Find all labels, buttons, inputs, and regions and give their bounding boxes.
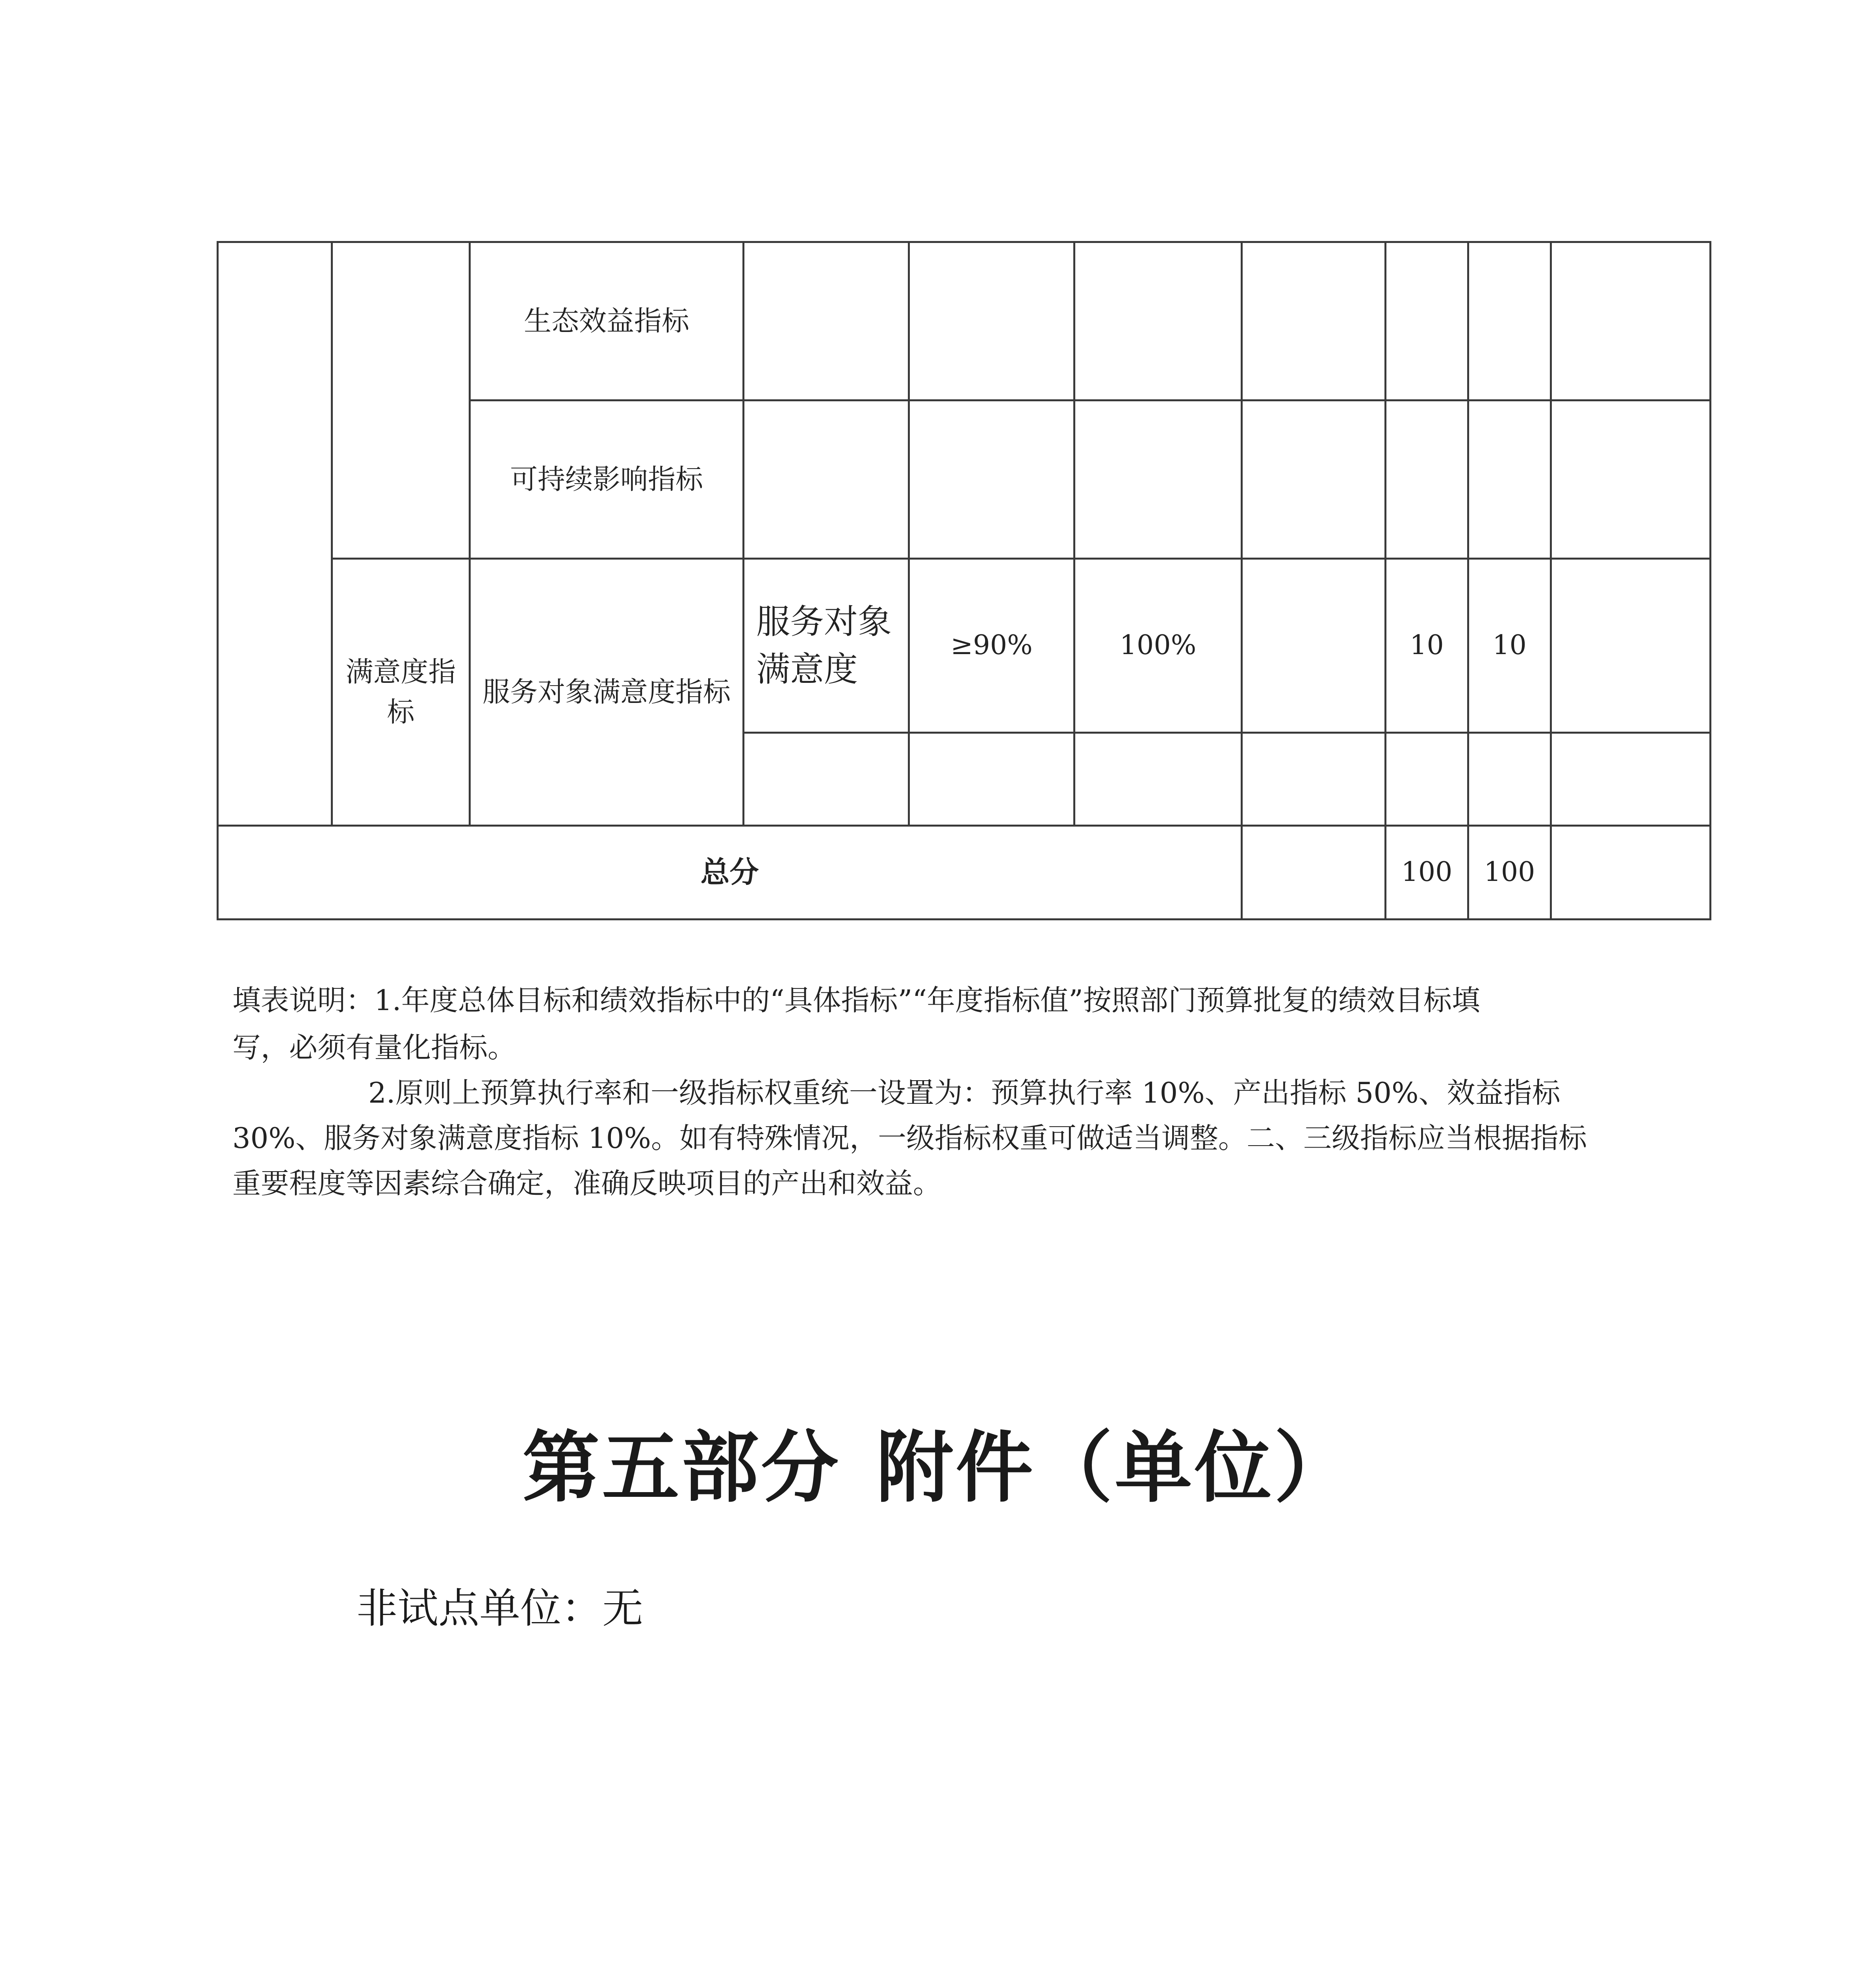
table-cell [1551,559,1711,733]
section-heading [0,1406,1876,1517]
table-cell [1242,242,1386,400]
table-cell [1386,400,1468,559]
note-line-5: 重要程度等因素综合确定，准确反映项目的产出和效益。 [232,1167,942,1200]
table-cell [744,733,909,826]
note-line-3: 2.原则上预算执行率和一级指标权重统一设置为：预算执行率 10%、产出指标 50%、效益指标 [368,1076,1561,1109]
table-cell [1242,733,1386,826]
table-row-satisfaction [218,559,1711,733]
note-line-1: 填表说明：1.年度总体目标和绩效指标中的“具体指标”“年度指标值”按照部门预算批复的绩效目标填 [232,984,1480,1017]
table-cell-target-value: ≥90% [909,559,1074,733]
table-cell-total-weight: 100 [1386,826,1468,920]
table-cell-actual-value: 100% [1074,559,1242,733]
table-cell-satisfaction-level2: 满意度指标 [332,559,470,826]
table-cell [909,400,1074,559]
table-row-total [218,826,1711,920]
table-cell-level1 [218,242,332,826]
table-cell [1074,242,1242,400]
section-heading-part1: 第五部分 [522,1423,841,1513]
table-cell-weight: 10 [1386,559,1468,733]
table-cell [1242,400,1386,559]
table-cell [1242,559,1386,733]
note-line-2: 写，必须有量化指标。 [232,1031,516,1064]
table-cell [1242,826,1386,920]
note-line-4: 30%、服务对象满意度指标 10%。如有特殊情况，一级指标权重可做适当调整。二、三级指标应当根据指标 [232,1122,1587,1155]
table-cell-satisfaction-specific: 服务对象满意度 [744,559,909,733]
table-cell [1551,400,1711,559]
table-row-ecology [218,242,1711,400]
table-cell [1551,826,1711,920]
table-cell [1386,242,1468,400]
table-cell-total-score: 100 [1468,826,1551,920]
table-cell-ecology-indicator: 生态效益指标 [470,242,744,400]
table-cell-score: 10 [1468,559,1551,733]
performance-table [217,241,1711,920]
table-cell-satisfaction-level3: 服务对象满意度指标 [470,559,744,826]
table-cell [1386,733,1468,826]
section-subtitle: 非试点单位：无 [356,1584,644,1632]
table-cell [1074,400,1242,559]
table-cell [1468,733,1551,826]
table-cell [1074,733,1242,826]
table-cell [909,733,1074,826]
table-cell [744,400,909,559]
section-heading-part2: 附件（单位） [876,1423,1354,1513]
table-cell [909,242,1074,400]
table-cell [1551,242,1711,400]
table-cell-sustain-indicator: 可持续影响指标 [470,400,744,559]
table-cell-total-label: 总分 [218,826,1242,920]
table-cell-level2 [332,242,470,559]
table-cell [1468,242,1551,400]
table-cell [744,242,909,400]
table-cell [1468,400,1551,559]
table-cell [1551,733,1711,826]
